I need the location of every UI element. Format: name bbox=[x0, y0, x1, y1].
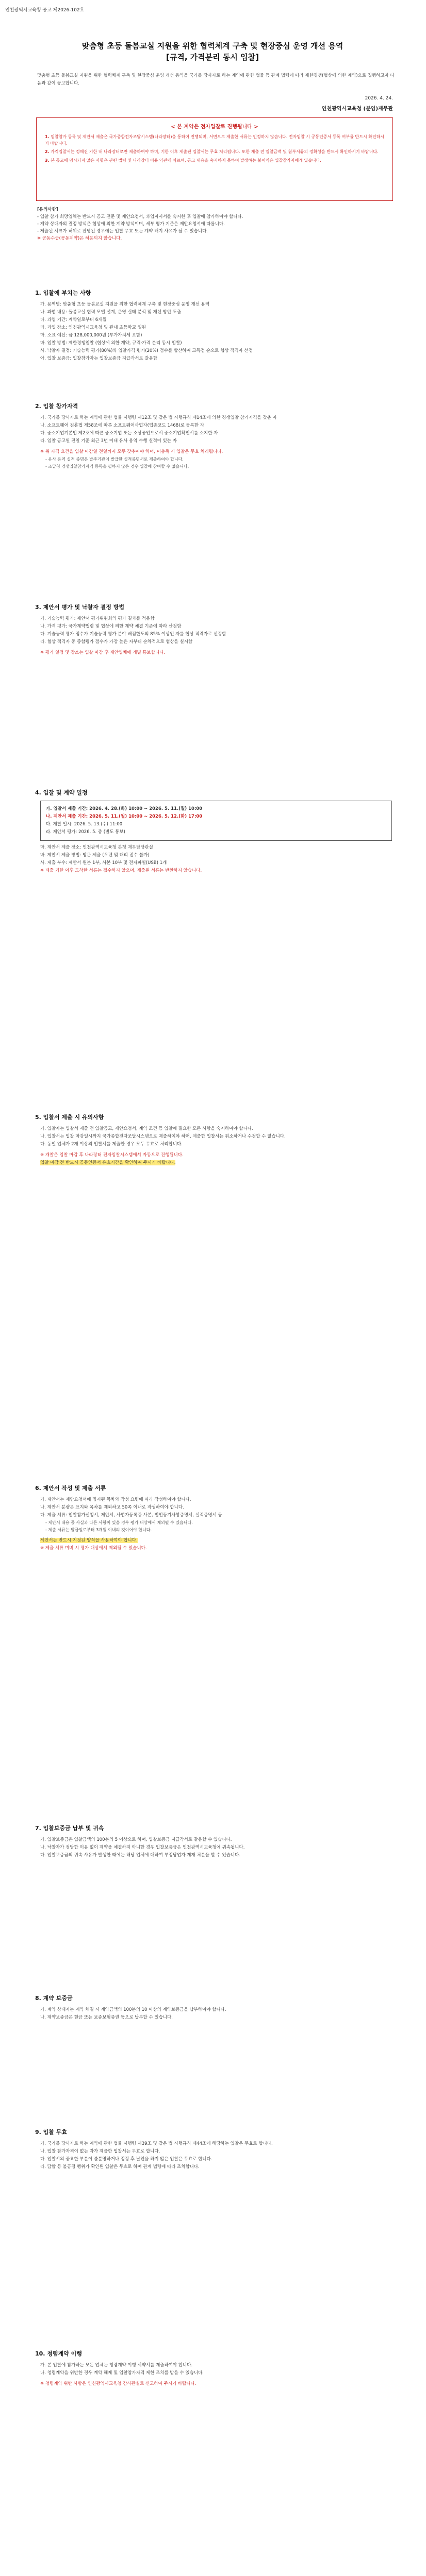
section-line: 사. 제출 부수: 제안서 원본 1부, 사본 10부 및 전자파일(USB) 1개 bbox=[40, 860, 167, 866]
schedule-line: 가. 입찰서 제출 기간: 2026. 4. 28.(화) 10:00 ~ 2026. 5. 11.(월) 10:00 bbox=[46, 806, 203, 811]
section-warning: ※ 제출 서류 미비 시 평가 대상에서 제외될 수 있습니다. bbox=[40, 1546, 147, 1551]
cautions-heading: [유의사항] bbox=[37, 207, 58, 212]
section-line: 가. 입찰보증금은 입찰금액의 100분의 5 이상으로 하며, 입찰보증금 지급각서로 갈음할 수 있습니다. bbox=[40, 1837, 232, 1842]
section-line: 나. 과업 내용: 돌봄교실 협력 모델 설계, 운영 실태 분석 및 개선 방안 도출 bbox=[40, 310, 182, 315]
section-line: 나. 낙찰자가 정당한 이유 없이 계약을 체결하지 아니한 경우 입찰보증금은 인천광역시교육청에 귀속됩니다. bbox=[40, 1845, 245, 1850]
caution-warning: ※ 공동수급(공동계약)은 허용되지 않습니다. bbox=[37, 236, 122, 241]
section-heading: 5. 입찰서 제출 시 유의사항 bbox=[35, 1114, 104, 1121]
schedule-box bbox=[40, 801, 392, 841]
section-line: 라. 담합 등 불공정 행위가 확인된 입찰은 무효로 하며 관계 법령에 따라 조치합니다. bbox=[40, 2164, 200, 2170]
section-line: 나. 계약보증금은 현금 또는 보증보험증권 등으로 납부할 수 있습니다. bbox=[40, 2015, 173, 2020]
section-line: 나. 입찰 참가자격이 없는 자가 제출한 입찰서는 무효로 합니다. bbox=[40, 2149, 160, 2154]
section-line: 나. 소프트웨어 진흥법 제58조에 따른 소프트웨어사업자(업종코드 1468)로 등록한 자 bbox=[40, 423, 204, 428]
section-proposal-documents bbox=[35, 1484, 396, 1552]
section-heading: 6. 제안서 작성 및 제출 서류 bbox=[35, 1485, 106, 1492]
caution-line: - 제출된 서류가 허위로 판명된 경우에는 입찰 무효 또는 계약 해지 사유가 될 수 있습니다. bbox=[37, 229, 208, 234]
section-line: 바. 제안서 제출 방법: 방문 제출 (우편 및 대리 접수 불가) bbox=[40, 853, 150, 858]
section-heading: 2. 입찰 참가자격 bbox=[35, 403, 78, 410]
schedule-line: 나. 제안서 제출 기간: 2026. 5. 11.(월) 10:00 ~ 2026. 5. 12.(화) 17:00 bbox=[46, 814, 203, 819]
section-heading: 9. 입찰 무효 bbox=[35, 2129, 67, 2136]
section-line: 라. 입찰 공고일 전일 기준 최근 3년 이내 유사 용역 수행 실적이 있는 자 bbox=[40, 438, 177, 444]
section-heading: 3. 제안서 평가 및 낙찰자 결정 방법 bbox=[35, 604, 124, 611]
notice-item: 2. 가격입찰서는 정해진 기한 내 나라장터로만 제출하여야 하며, 기한 이후 제출된 입찰서는 무효 처리됩니다. 또한 제출 전 입찰금액 및 첨부서류의 정확성을 반드시 확인하시기 바랍니다. bbox=[45, 149, 379, 154]
section-line: 다. 동일 업체가 2개 이상의 입찰서를 제출한 경우 모두 무효로 처리합니다. bbox=[40, 1142, 183, 1147]
notice-item: 3. 본 공고에 명시되지 않은 사항은 관련 법령 및 나라장터 이용 약관에 따르며, 공고 내용을 숙지하지 못하여 발생하는 불이익은 입찰참가자에게 있습니다. bbox=[45, 158, 321, 163]
section-line: 나. 청렴계약을 위반한 경우 계약 해제 및 입찰참가자격 제한 조치를 받을 수 있습니다. bbox=[40, 2370, 204, 2376]
notice-list bbox=[45, 134, 385, 164]
intro-paragraph: 맞춤형 초등 돌봄교실 지원을 위한 협력체계 구축 및 현장중심 운영 개선 용역을 국가를 당사자로 하는 계약에 관한 법률 등 관계 법령에 따라 제한경쟁(협상에 의한 계약)으로 집행하고자 다음과 같이 공고합니다. bbox=[37, 73, 395, 86]
section-heading: 8. 계약 보증금 bbox=[35, 1995, 73, 2002]
section-integrity-contract bbox=[35, 2349, 396, 2388]
section-bid-deposit bbox=[35, 1824, 396, 1859]
document-title bbox=[32, 40, 393, 63]
title-line-2: [규격, 가격분리 동시 입찰] bbox=[166, 53, 259, 62]
section-line: 라. 협상 적격자 중 종합평가 점수가 가장 높은 자부터 순차적으로 협상을 실시함 bbox=[40, 639, 193, 645]
section-subline: - 조달청 경쟁입찰참가자격 등록을 필하지 않은 경우 입찰에 참여할 수 없습니다. bbox=[45, 464, 189, 469]
section-line: 가. 국가를 당사자로 하는 계약에 관한 법률 시행령 제39조 및 같은 법 시행규칙 제44조에 해당하는 입찰은 무효로 합니다. bbox=[40, 2141, 273, 2146]
caution-line: - 계약 상대자의 결정 방식은 협상에 의한 계약 방식이며, 세부 평가 기준은 제안요청서에 따릅니다. bbox=[37, 222, 225, 227]
e-bidding-notice-box bbox=[36, 117, 393, 201]
section-warning: ※ 위 자격 요건을 입찰 마감일 전일까지 모두 갖추어야 하며, 미충족 시 입찰은 무효 처리됩니다. bbox=[40, 449, 223, 454]
section-line: 나. 가격 평가: 국가계약법령 및 협상에 의한 계약 체결 기준에 따라 산정함 bbox=[40, 624, 182, 629]
section-line: 마. 제안서 제출 장소: 인천광역시교육청 본청 재무담당관실 bbox=[40, 845, 153, 850]
section-evaluation bbox=[35, 603, 396, 657]
section-line: 가. 본 입찰에 참가하는 모든 업체는 청렴계약 이행 서약서를 제출하여야 합니다. bbox=[40, 2363, 193, 2368]
section-line: 가. 용역명: 맞춤형 초등 돌봄교실 지원을 위한 협력체계 구축 및 현장중심 운영 개선 용역 bbox=[40, 302, 210, 307]
section-line: 다. 과업 기간: 계약일로부터 6개월 bbox=[40, 317, 107, 323]
section-line: 나. 입찰서는 입찰 마감일시까지 국가종합전자조달시스템으로 제출하여야 하며, 제출한 입찰서는 취소하거나 수정할 수 없습니다. bbox=[40, 1134, 286, 1139]
section-heading: 4. 입찰 및 계약 일정 bbox=[35, 789, 88, 796]
section-heading: 7. 입찰보증금 납부 및 귀속 bbox=[35, 1825, 104, 1832]
section-line: 마. 소요 예산: 금 128,000,000원 (부가가치세 포함) bbox=[40, 333, 142, 338]
section-line: 다. 중소기업기본법 제2조에 따른 중소기업 또는 소상공인으로서 중소기업확인서를 소지한 자 bbox=[40, 431, 218, 436]
section-warning: ※ 제출 기한 이후 도착한 서류는 접수하지 않으며, 제출된 서류는 반환하지 않습니다. bbox=[40, 868, 202, 873]
notice-item: 1. 입찰참가 등록 및 제안서 제출은 국가종합전자조달시스템(나라장터)을 통하여 진행되며, 서면으로 제출한 서류는 인정하지 않습니다. 전자입찰 시 공동인증서 등록 여부를 반드시 확인하시기 바랍니다. bbox=[45, 134, 385, 146]
section-heading: 10. 청렴계약 이행 bbox=[35, 2350, 82, 2357]
section-line: 아. 입찰 보증금: 입찰참가자는 입찰보증금 지급각서로 갈음함 bbox=[40, 356, 158, 361]
schedule-line: 다. 개찰 일시: 2026. 5. 13.(수) 11:00 bbox=[46, 822, 123, 827]
title-line-1: 맞춤형 초등 돌봄교실 지원을 위한 협력체계 구축 및 현장중심 운영 개선 용역 bbox=[81, 41, 343, 50]
section-line: 나. 제안서 분량은 표지와 목차를 제외하고 50쪽 이내로 작성하여야 합니다. bbox=[40, 1505, 184, 1510]
section-line: 다. 기술능력 평가 점수가 기술능력 평가 분야 배점한도의 85% 이상인 자를 협상 적격자로 선정함 bbox=[40, 632, 226, 637]
section-line: 가. 입찰자는 입찰서 제출 전 입찰공고, 제안요청서, 계약 조건 등 입찰에 필요한 모든 사항을 숙지하여야 합니다. bbox=[40, 1126, 253, 1131]
schedule-line: 라. 제안서 평가: 2026. 5. 중 (별도 통보) bbox=[46, 829, 125, 835]
section-bid-invalidity bbox=[35, 2128, 396, 2171]
section-warning: ※ 청렴계약 위반 사항은 인천광역시교육청 감사관실로 신고하여 주시기 바랍니다. bbox=[40, 2381, 196, 2386]
section-line: 가. 제안서는 제안요청서에 명시된 목차와 작성 요령에 따라 작성하여야 합니다. bbox=[40, 1497, 191, 1502]
section-line: 사. 낙찰자 결정: 기술능력 평가(80%)와 입찰가격 평가(20%) 점수를 합산하여 고득점 순으로 협상 적격자 선정 bbox=[40, 348, 253, 353]
section-line: 다. 입찰서의 중요한 부분이 불분명하거나 정정 후 날인을 하지 않은 입찰은 무효로 합니다. bbox=[40, 2157, 212, 2162]
caution-line: - 입찰 참가 희망업체는 반드시 공고 전문 및 제안요청서, 과업지시서를 숙지한 후 입찰에 참가하여야 합니다. bbox=[37, 214, 243, 219]
section-line: 가. 계약 상대자는 계약 체결 시 계약금액의 100분의 10 이상의 계약보증금을 납부하여야 합니다. bbox=[40, 2007, 226, 2012]
section-line: 다. 입찰보증금의 귀속 사유가 발생한 때에는 해당 업체에 대하여 부정당업자 제재 처분을 할 수 있습니다. bbox=[40, 1853, 241, 1858]
section-warning: ※ 평가 일정 및 장소는 입찰 마감 후 제안업체에 개별 통보합니다. bbox=[40, 650, 166, 655]
issuing-organization: 인천광역시교육청 (분임)재무관 bbox=[321, 106, 393, 112]
section-eligibility bbox=[35, 402, 396, 470]
section-line: 가. 국가를 당사자로 하는 계약에 관한 법률 시행령 제12조 및 같은 법 시행규칙 제14조에 의한 경쟁입찰 참가자격을 갖춘 자 bbox=[40, 415, 277, 420]
section-warning: ※ 개찰은 입찰 마감 후 나라장터 전자입찰시스템에서 자동으로 진행됩니다. bbox=[40, 1153, 184, 1158]
section-line: 바. 입찰 방법: 제한경쟁입찰 (협상에 의한 계약, 규격·가격 분리 동시 입찰) bbox=[40, 341, 182, 346]
section-subline: - 유사 용역 실적 증명은 발주기관이 발급한 실적증명서로 제출하여야 합니다. bbox=[45, 457, 184, 462]
section-heading: 1. 입찰에 부치는 사항 bbox=[35, 290, 91, 296]
highlighted-note: 제안서는 반드시 지정된 양식을 사용하여야 합니다. bbox=[40, 1538, 138, 1543]
notice-number: 인천광역시교육청 공고 제2026-102호 bbox=[5, 8, 85, 13]
cautions-block bbox=[37, 206, 393, 242]
section-schedule bbox=[35, 788, 396, 875]
section-subline: - 제출 서류는 발급일로부터 3개월 이내의 것이어야 합니다. bbox=[45, 1528, 152, 1532]
section-subline: - 제안서 내용 중 사실과 다른 사항이 있을 경우 평가 대상에서 제외될 수 있습니다. bbox=[45, 1520, 193, 1525]
section-bidding-items bbox=[35, 289, 396, 363]
section-contract-deposit bbox=[35, 1994, 396, 2022]
notice-box-title: < 본 계약은 전자입찰로 진행됩니다 > bbox=[171, 124, 258, 130]
section-line: 라. 과업 장소: 인천광역시교육청 및 관내 초등학교 일원 bbox=[40, 325, 146, 330]
section-line: 다. 제출 서류: 입찰참가신청서, 제안서, 사업자등록증 사본, 법인등기사항증명서, 실적증명서 등 bbox=[40, 1513, 222, 1518]
notice-date: 2026. 4. 24. bbox=[365, 96, 393, 101]
section-bid-submission bbox=[35, 1113, 396, 1167]
section-line: 가. 기술능력 평가: 제안서 평가위원회의 평가 결과를 적용함 bbox=[40, 616, 155, 621]
highlighted-note: 입찰 마감 전 반드시 공동인증서 유효기간을 확인하여 주시기 바랍니다. bbox=[40, 1160, 176, 1165]
